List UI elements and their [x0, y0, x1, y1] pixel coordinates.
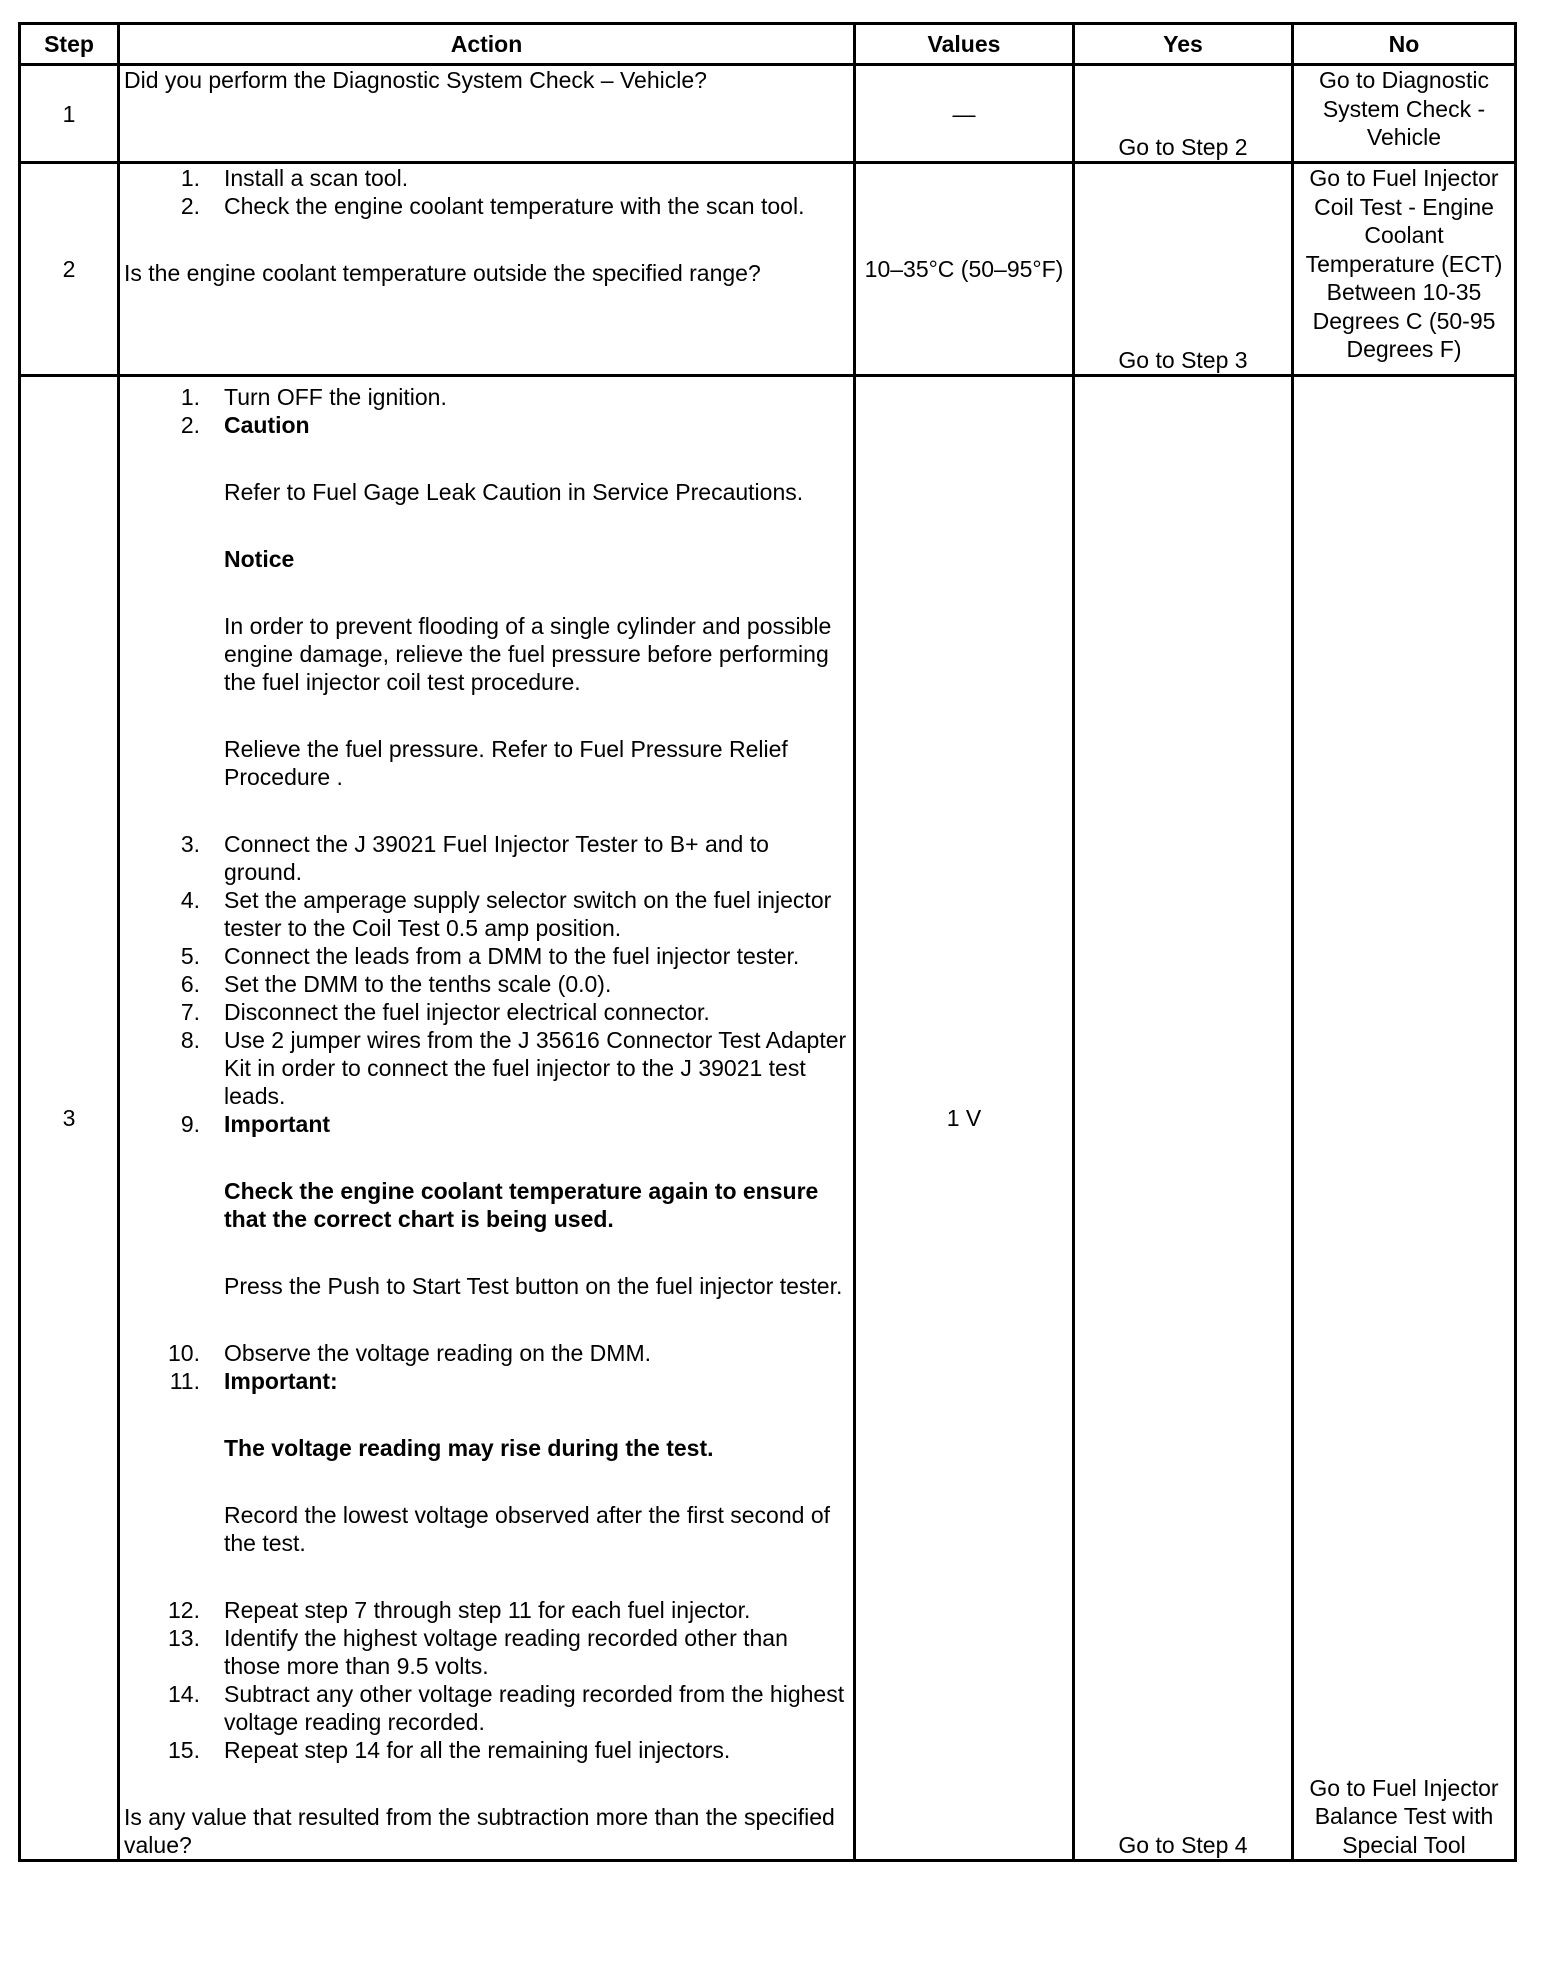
item-number: 10.: [168, 1340, 200, 1366]
step-number: 3: [20, 376, 119, 1861]
header-values: Values: [855, 24, 1074, 65]
action-list: [124, 164, 849, 220]
notice-text: In order to prevent flooding of a single cylinder and possible engine damage, relieve the fuel pressure before performing the fuel injector coil test procedure.: [224, 613, 832, 695]
yes-cell: Go to Step 3: [1074, 163, 1293, 376]
item-text: Turn OFF the ignition.: [224, 384, 447, 410]
item-text: Use 2 jumper wires from the J 35616 Connector Test Adapter Kit in order to connect the fuel injector to the J 39021 test leads.: [224, 1027, 847, 1109]
no-cell: Go to Fuel Injector Coil Test - Engine Coolant Temperature (ECT) Between 10-35 Degrees C (50-95 Degrees F): [1293, 163, 1516, 376]
item-number: 12.: [168, 1597, 200, 1623]
item-number: 2.: [180, 412, 200, 438]
important-label: Important:: [224, 1368, 338, 1394]
caution-label: Caution: [224, 412, 310, 438]
action-cell: [119, 65, 855, 163]
item-text: Subtract any other voltage reading recorded from the highest voltage reading recorded.: [224, 1681, 845, 1735]
item-number: 2.: [180, 193, 200, 219]
item-number: 1.: [180, 165, 200, 191]
item-text: Repeat step 7 through step 11 for each fuel injector.: [224, 1597, 751, 1623]
item-number: 1.: [180, 384, 200, 410]
item-number: 8.: [180, 1027, 200, 1053]
item-text: Set the DMM to the tenths scale (0.0).: [224, 971, 612, 997]
item-text: Connect the leads from a DMM to the fuel injector tester.: [224, 943, 800, 969]
item-number: 13.: [168, 1625, 200, 1651]
diagnostic-table: [18, 22, 1517, 1862]
no-cell: Go to Diagnostic System Check - Vehicle: [1293, 65, 1516, 163]
action-cell: [119, 376, 855, 1861]
list-item: [124, 1110, 849, 1339]
important-label: Important: [224, 1111, 331, 1137]
action-cell: [119, 163, 855, 376]
list-item: [124, 1624, 849, 1680]
value-cell: —: [855, 65, 1074, 163]
relieve-text: Relieve the fuel pressure. Refer to Fuel Pressure Relief Procedure .: [224, 736, 788, 790]
list-item: [124, 164, 849, 192]
item-text: Disconnect the fuel injector electrical connector.: [224, 999, 710, 1025]
value-cell: 1 V: [855, 376, 1074, 1861]
item-number: 7.: [180, 999, 200, 1025]
step-number: 1: [20, 65, 119, 163]
step-number: 2: [20, 163, 119, 376]
list-item: [124, 970, 849, 998]
header-no: No: [1293, 24, 1516, 65]
item-number: 14.: [168, 1681, 200, 1707]
list-item: [124, 1596, 849, 1624]
header-action: Action: [119, 24, 855, 65]
item-text: Identify the highest voltage reading recorded other than those more than 9.5 volts.: [224, 1625, 788, 1679]
table-row: [20, 163, 1516, 376]
list-item: [124, 1026, 849, 1110]
header-yes: Yes: [1074, 24, 1293, 65]
item-text: Repeat step 14 for all the remaining fuel injectors.: [224, 1737, 731, 1763]
caution-text: Refer to Fuel Gage Leak Caution in Service Precautions.: [224, 479, 804, 505]
list-item: [124, 1680, 849, 1736]
item-text: Connect the J 39021 Fuel Injector Tester to B+ and to ground.: [224, 831, 769, 885]
item-text: Check the engine coolant temperature with the scan tool.: [224, 193, 805, 219]
item-number: 6.: [180, 971, 200, 997]
item-text: Install a scan tool.: [224, 165, 409, 191]
item-number: 4.: [180, 887, 200, 913]
important-text: Check the engine coolant temperature again to ensure that the correct chart is being used.: [224, 1178, 819, 1232]
value-cell: 10–35°C (50–95°F): [855, 163, 1074, 376]
header-step: Step: [20, 24, 119, 65]
list-item: [124, 192, 849, 220]
list-item: [124, 1367, 849, 1596]
notice-label: Notice: [224, 546, 295, 572]
item-number: 15.: [168, 1737, 200, 1763]
item-number: 11.: [169, 1368, 200, 1394]
table-row: [20, 376, 1516, 1861]
item-text: Observe the voltage reading on the DMM.: [224, 1340, 652, 1366]
list-item: [124, 942, 849, 970]
action-question: Did you perform the Diagnostic System Check – Vehicle?: [124, 67, 707, 93]
header-row: [20, 24, 1516, 65]
yes-cell: Go to Step 4: [1074, 376, 1293, 1861]
yes-cell: Go to Step 2: [1074, 65, 1293, 163]
table-row: [20, 65, 1516, 163]
action-question: Is any value that resulted from the subtraction more than the specified value?: [124, 1804, 835, 1858]
action-question: Is the engine coolant temperature outside the specified range?: [124, 260, 761, 286]
list-item: [124, 998, 849, 1026]
push-test-text: Press the Push to Start Test button on the fuel injector tester.: [224, 1273, 843, 1299]
item-number: 5.: [180, 943, 200, 969]
item-number: 9.: [180, 1111, 200, 1137]
no-cell: Go to Fuel Injector Balance Test with Special Tool: [1293, 376, 1516, 1861]
list-item: [124, 383, 849, 411]
important-text: The voltage reading may rise during the test.: [224, 1435, 714, 1461]
list-item: [124, 886, 849, 942]
list-item: [124, 830, 849, 886]
list-item: [124, 1736, 849, 1764]
record-text: Record the lowest voltage observed after the first second of the test.: [224, 1502, 830, 1556]
list-item: [124, 411, 849, 830]
item-number: 3.: [180, 831, 200, 857]
item-text: Set the amperage supply selector switch on the fuel injector tester to the Coil Test 0.5 amp position.: [224, 887, 832, 941]
list-item: [124, 1339, 849, 1367]
action-list: [124, 383, 849, 1764]
